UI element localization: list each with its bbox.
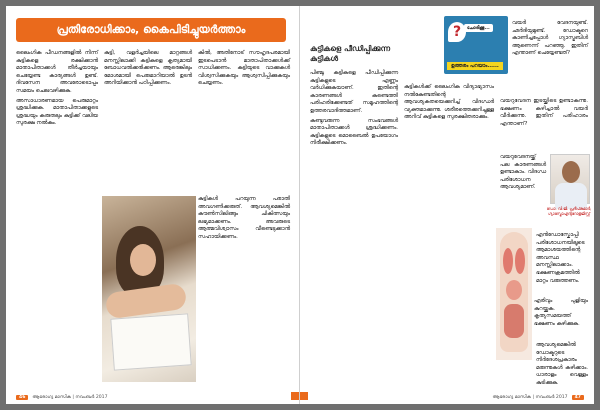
qa-column-logo xyxy=(444,16,508,74)
paragraph: ആവശ്യമെങ്കിൽ ഡോക്ടറുടെ നിർദേശപ്രകാരം മരുന്നുകൾ കഴിക്കാം. ധാരാളം വെള്ളം കുടിക്കുക. xyxy=(536,342,588,386)
magazine-spread xyxy=(6,6,594,404)
right-column-1 xyxy=(310,70,398,370)
intestine-shape xyxy=(504,304,524,338)
page-number: 47 xyxy=(572,395,584,400)
question-mark-icon: ? xyxy=(448,22,466,42)
lung-left xyxy=(503,248,513,274)
right-column-2 xyxy=(404,84,494,380)
right-column-4 xyxy=(500,98,588,150)
corner-marker xyxy=(300,392,308,400)
footer-text: ആരോഗ്യ മാസിക | നവംബർ 2017 xyxy=(32,395,108,400)
footer-text: ആരോഗ്യ മാസിക | നവംബർ 2017 xyxy=(492,395,568,400)
logo-subtitle: ഉത്തരം പറയാം...... xyxy=(447,62,503,70)
student-photo xyxy=(102,196,196,382)
left-footer xyxy=(16,394,108,400)
right-column-8 xyxy=(536,342,588,386)
paragraph: വയർ വേദനയുണ്ട്. ഛർദിയുമുണ്ട്. ഡോക്ടറെ കാണിച്ചപ്പോൾ ഗ്യാസ്ട്രബിൾ ആണെന്ന് പറഞ്ഞു. ഇതിന് എന്താണ് ചെയ്യേണ്ടത്? xyxy=(512,20,588,57)
paragraph: കുട്ടികൾ പറയുന്ന പരാതി അവഗണിക്കരുത്. ആവശ്യമെങ്കിൽ കൗൺസിലിങ്ങും ചികിത്സയും ലഭ്യമാക്കണം. അവരുടെ ആത്മവിശ്വാസം വീണ്ടെടുക്കാൻ സഹായിക്കണം. xyxy=(198,196,290,240)
paragraph: കുട്ടി, വളർച്ചയിലെ മാറ്റങ്ങൾ മനസ്സിലാക്കി കുട്ടികളെ കൃത്യമായി ബോധവൽക്കരിക്കണം. ആരെങ്കിലും മോശമായി പെരുമാറിയാൽ ഉടൻ അറിയിക്കാൻ പഠിപ്പിക്കണം. xyxy=(104,50,192,87)
anatomy-illustration xyxy=(496,228,532,360)
left-column-1 xyxy=(16,50,98,302)
paragraph: കിൽ, അതിനോട് സൗഹൃദപരമായി ഇടപെടാൻ മാതാപിതാക്കൾക്ക് സാധിക്കണം. കുട്ടിയുടെ വാക്കുകൾ വിശ്വസിക്കുകയും ആശ്വസിപ്പിക്കുകയും ചെയ്യണം. xyxy=(198,50,290,87)
right-column-7 xyxy=(534,298,588,340)
right-page xyxy=(300,6,594,404)
paragraph: എരിവും പുളിയും കുറയ്ക്കുക. കൃത്യസമയത്ത് ഭക്ഷണം കഴിക്കുക. xyxy=(534,298,588,327)
logo-tag: ചോദിക്കൂ... xyxy=(464,24,493,32)
corner-marker xyxy=(291,392,299,400)
stomach-shape xyxy=(506,280,522,300)
article-heading: കുട്ടികളെ പീഡിപ്പിക്കുന്ന കുട്ടികൾ xyxy=(310,44,391,63)
left-column-3 xyxy=(198,50,290,192)
left-column-2 xyxy=(104,50,192,192)
right-column-6 xyxy=(536,232,588,296)
paragraph: എൻഡോസ്കോപ്പി പരിശോധനയിലൂടെ ആമാശയത്തിന്റെ അവസ്ഥ മനസ്സിലാക്കാം. ഭക്ഷണക്രമത്തിൽ മാറ്റം വരുത്തണം. xyxy=(536,232,585,284)
paragraph: കുട്ടികൾക്ക് ലൈംഗിക വിദ്യാഭ്യാസം നൽകേണ്ടതിന്റെ ആവശ്യകതയെക്കുറിച്ച് വിദഗ്ധർ വ്യക്തമാക്കുന്നു. ശരീരത്തെക്കുറിച്ചുള്ള അറിവ് കുട്ടികളെ സുരക്ഷിതരാക്കും. xyxy=(404,84,494,121)
left-column-4 xyxy=(198,196,290,376)
paragraph: കണ്ടുവരുന്ന സംഭവങ്ങൾ മാതാപിതാക്കൾ ശ്രദ്ധിക്കണം. കുട്ടികളുടെ മൊബൈൽ ഉപയോഗം നിരീക്ഷിക്കണം. xyxy=(310,117,398,147)
right-column-3 xyxy=(512,20,588,98)
paragraph: വയറുവേദനയ്ക്ക് പല കാരണങ്ങൾ ഉണ്ടാകാം. വിദഗ്ധ പരിശോധന ആവശ്യമാണ്. xyxy=(500,154,546,191)
photo-face xyxy=(130,244,156,276)
left-page xyxy=(6,6,300,404)
doctor-portrait xyxy=(550,154,590,204)
right-footer xyxy=(492,394,584,400)
paragraph: ലൈംഗിക പീഡനങ്ങളിൽ നിന്ന് കുട്ടികളെ രക്ഷിക്കാൻ മാതാപിതാക്കൾ തീർച്ചയായും ചെയ്യേണ്ട കാര്യങ്ങൾ ഉണ്ട്. ദിവസേന അവരോടൊപ്പം സമയം ചെലവഴിക്കുക. xyxy=(16,50,98,94)
lung-right xyxy=(515,248,525,274)
paragraph: അസാധാരണമായ പെരുമാറ്റം ശ്രദ്ധിക്കുക. മാതാപിതാക്കളുടെ ശ്രദ്ധയും കരുതലും കുട്ടിക്ക് വലിയ സുരക്ഷ നൽകും. xyxy=(16,97,98,127)
right-column-5 xyxy=(500,154,546,222)
photo-book xyxy=(110,313,191,370)
paragraph: വയറുവേദന ഇടയ്ക്കിടെ ഉണ്ടാകുന്നു. ഭക്ഷണം കഴിച്ചാൽ വയർ വീർക്കുന്നു. ഇതിന് പരിഹാരം എന്താണ്? xyxy=(500,98,588,127)
portrait-head xyxy=(562,161,580,183)
paragraph: പിഞ്ചു കുട്ടികളെ പീഡിപ്പിക്കുന്ന കുട്ടികളുടെ എണ്ണം വർധിക്കുകയാണ്. ഇതിന്റെ കാരണങ്ങൾ കണ്ടെത്തി പരിഹരിക്കേണ്ടത് സമൂഹത്തിന്റെ ഉത്തരവാദിത്തമാണ്. xyxy=(310,70,398,114)
page-number: 46 xyxy=(16,395,28,400)
portrait-caption: ഡോ. വി.ജി. പ്രദീപ്കുമാർ, ഗ്യാസ്ട്രോഎന്ററോളജിസ്റ്റ് xyxy=(546,206,592,216)
section-banner: പ്രതിരോധിക്കാം, കൈപിടിച്ചുയർത്താം xyxy=(16,18,286,42)
